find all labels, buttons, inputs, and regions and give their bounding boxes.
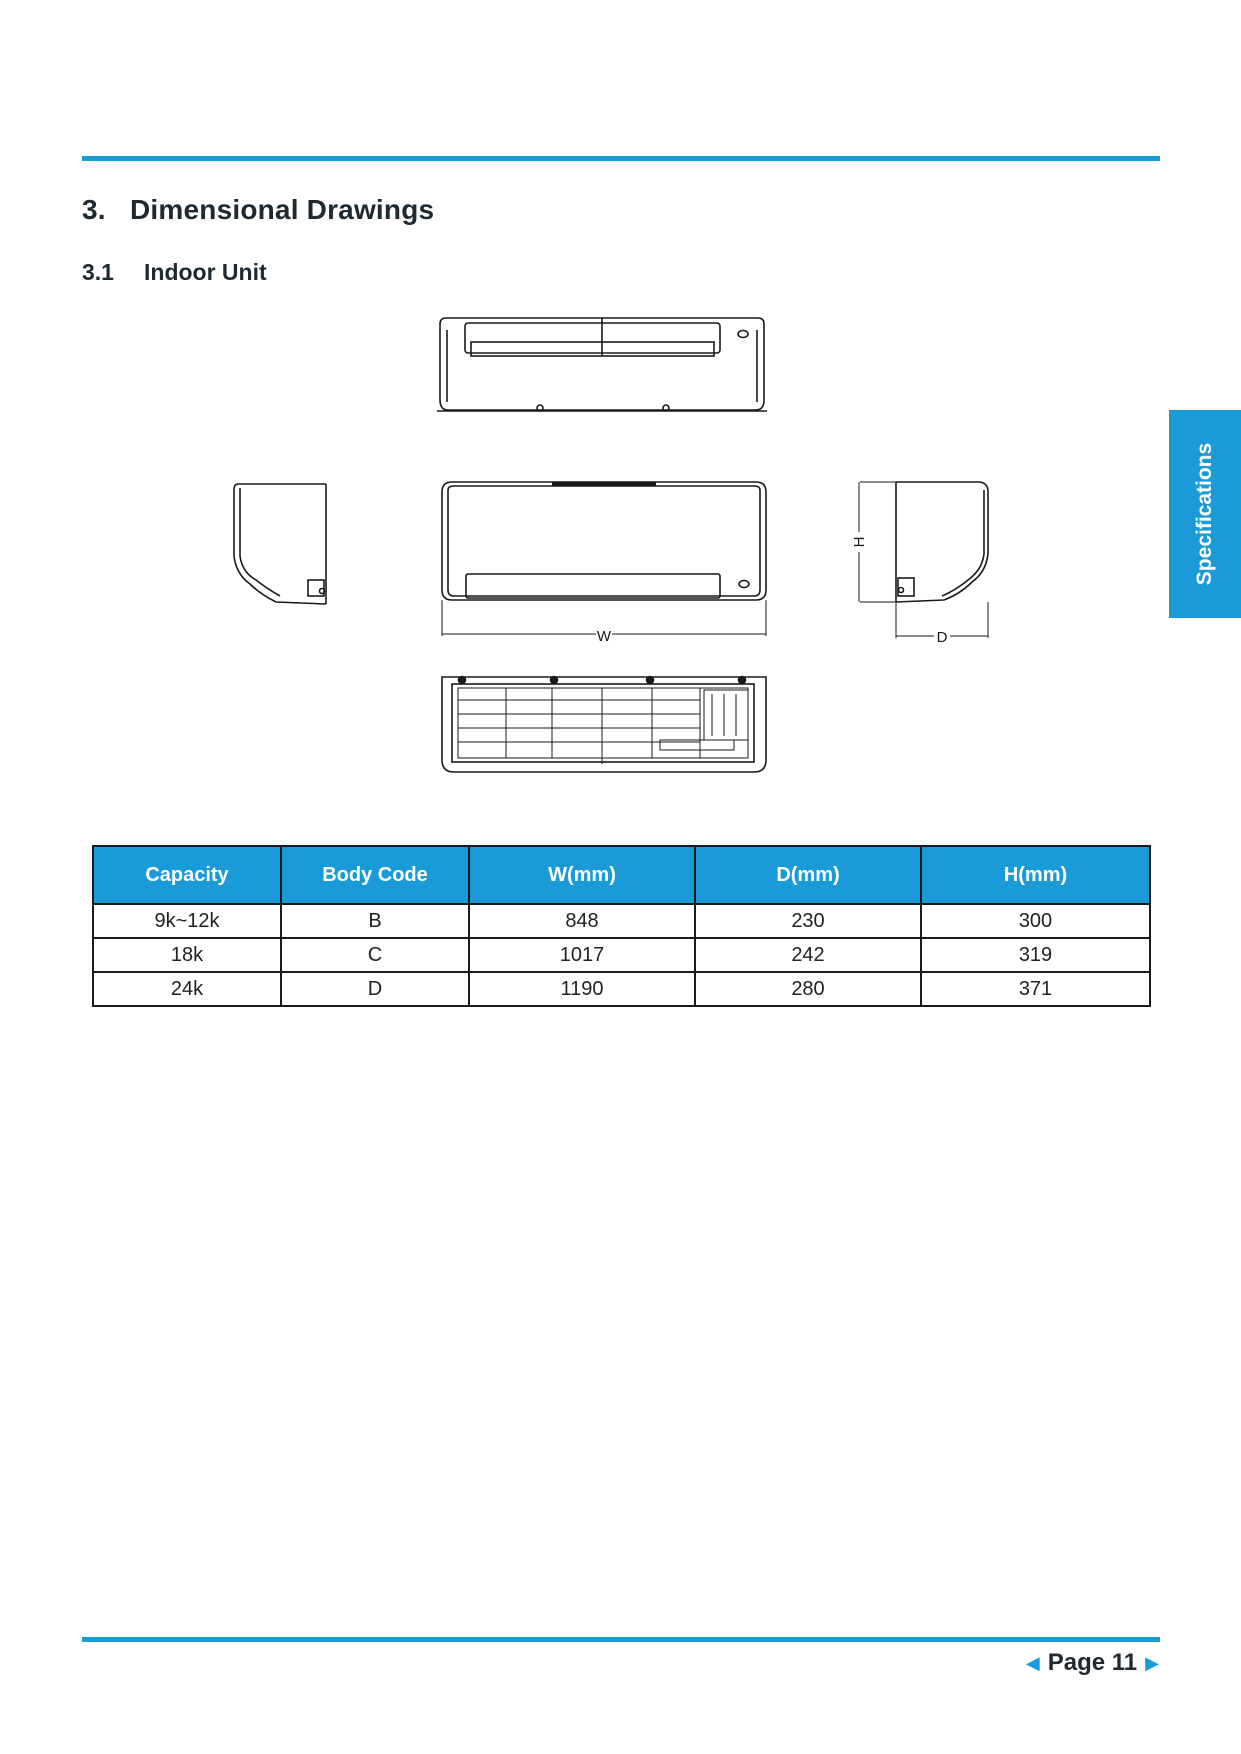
table-row xyxy=(93,938,1150,972)
subsection-number: 3.1 xyxy=(82,259,114,285)
header-depth: D(mm) xyxy=(695,846,921,904)
cell-body-code: C xyxy=(281,938,469,972)
depth-dimension-label: D xyxy=(936,629,948,646)
section-title: Dimensional Drawings xyxy=(130,194,435,225)
cell-depth: 230 xyxy=(695,904,921,938)
dimensions-table xyxy=(92,845,1151,1007)
prev-page-icon[interactable]: ◀ xyxy=(1025,1652,1040,1673)
table-header-row xyxy=(93,846,1150,904)
cell-height: 319 xyxy=(921,938,1150,972)
cell-capacity: 9k~12k xyxy=(93,904,281,938)
section-number: 3. xyxy=(82,194,106,225)
specifications-tab-label: Specifications xyxy=(1193,442,1216,586)
cell-capacity: 24k xyxy=(93,972,281,1006)
table-row xyxy=(93,904,1150,938)
rear-view xyxy=(442,677,766,773)
cell-width: 848 xyxy=(469,904,695,938)
page-number: Page 11 xyxy=(1047,1649,1138,1676)
cell-width: 1017 xyxy=(469,938,695,972)
cell-depth: 280 xyxy=(695,972,921,1006)
right-side-view xyxy=(851,482,988,646)
table-row xyxy=(93,972,1150,1006)
height-dimension-label: H xyxy=(851,536,868,548)
width-dimension-label: W xyxy=(596,628,612,645)
next-page-icon[interactable]: ▶ xyxy=(1145,1652,1159,1673)
header-capacity: Capacity xyxy=(93,846,281,904)
cell-capacity: 18k xyxy=(93,938,281,972)
front-view xyxy=(442,482,766,645)
subsection-title: Indoor Unit xyxy=(144,259,267,285)
left-side-view xyxy=(234,484,326,604)
cell-depth: 242 xyxy=(695,938,921,972)
cell-width: 1190 xyxy=(469,972,695,1006)
cell-body-code: B xyxy=(281,904,469,938)
cell-height: 300 xyxy=(921,904,1150,938)
header-height: H(mm) xyxy=(921,846,1150,904)
top-view xyxy=(437,318,767,411)
indoor-unit-drawing xyxy=(0,0,1241,800)
page-footer xyxy=(1026,1648,1159,1678)
cell-body-code: D xyxy=(281,972,469,1006)
cell-height: 371 xyxy=(921,972,1150,1006)
footer-rule xyxy=(82,1637,1160,1642)
header-body-code: Body Code xyxy=(281,846,469,904)
header-width: W(mm) xyxy=(469,846,695,904)
